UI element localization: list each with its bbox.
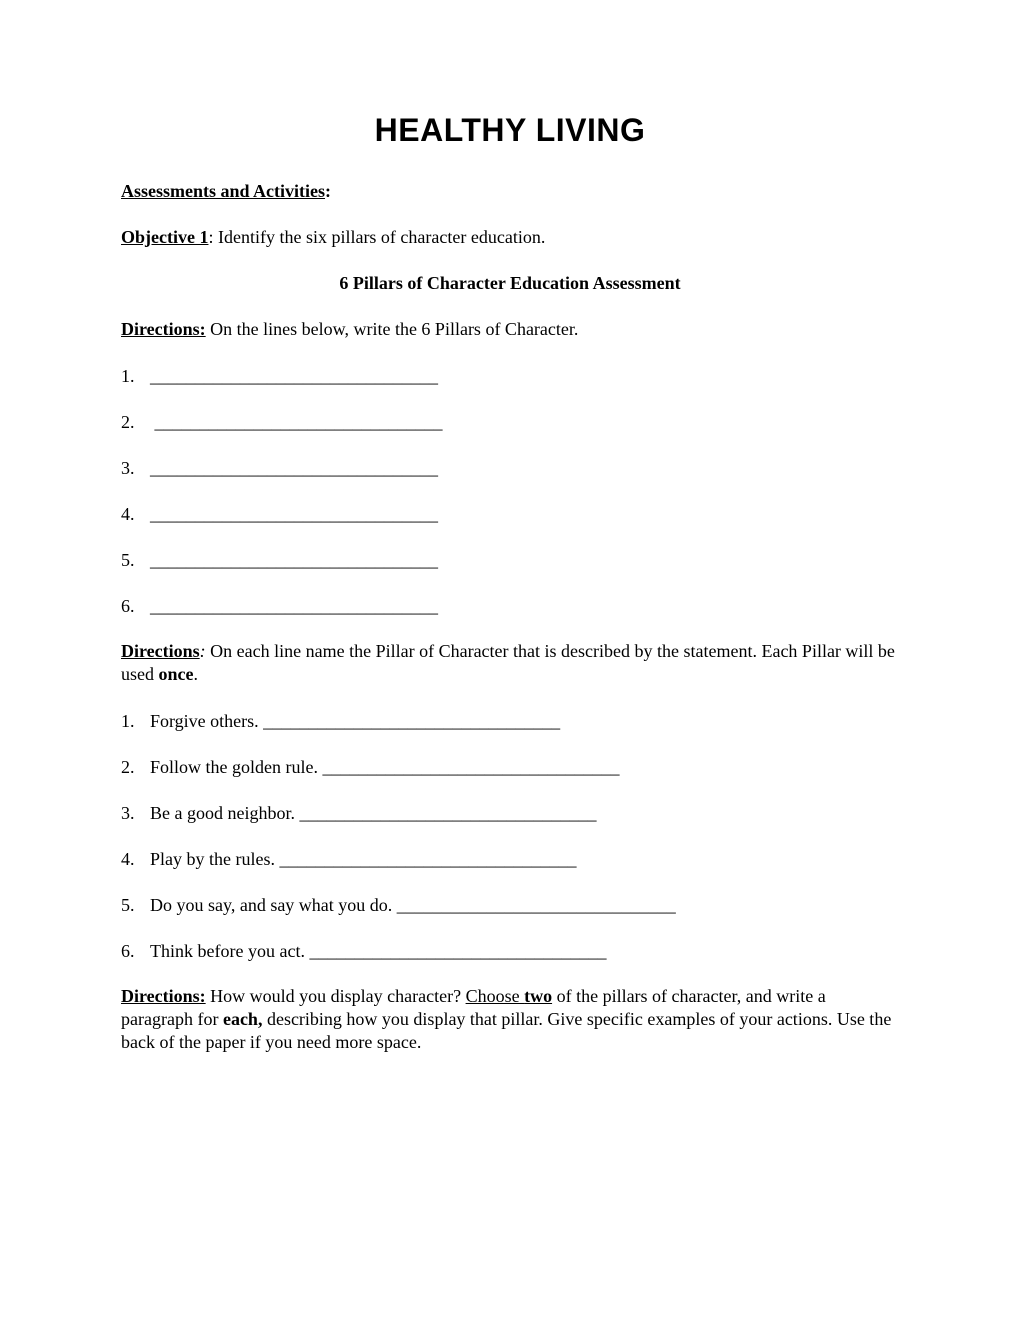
statement-3[interactable] [121,801,596,825]
directions-3-label: Directions: [121,986,206,1006]
section-heading-label: Assessments and Activities [121,181,326,201]
statement-number: 6. [121,941,135,961]
directions-2-end: . [193,664,198,684]
statement-1[interactable] [121,709,560,733]
directions-3-choose: Choose [465,986,525,1006]
statement-text[interactable]: Be a good neighbor. _________________________________ [150,803,597,823]
statement-text[interactable]: Follow the golden rule. _________________________________ [150,757,620,777]
directions-2 [121,640,901,686]
directions-2-bold: once [158,664,194,684]
objective-text: : Identify the six pillars of character education. [208,227,546,247]
blank-item-number: 4. [121,504,135,524]
blank-answer-line[interactable]: ________________________________ [150,412,443,432]
directions-1-text: On the lines below, write the 6 Pillars of Character. [205,319,579,339]
statement-number: 1. [121,711,135,731]
statement-text[interactable]: Play by the rules. _________________________________ [150,849,577,869]
directions-3-each: each, [222,1009,263,1029]
section-heading-colon: : [325,181,332,201]
blank-item-6[interactable] [121,594,438,618]
section-heading [121,179,331,203]
directions-3-text-2: of the pillars of character, and write a paragraph for [121,986,826,1029]
blank-item-number: 6. [121,596,135,616]
statement-number: 2. [121,757,135,777]
statement-4[interactable] [121,847,576,871]
blank-answer-line[interactable]: ________________________________ [150,366,438,386]
directions-1-label: Directions: [121,319,206,339]
blank-item-4[interactable] [121,502,438,526]
statement-text[interactable]: Do you say, and say what you do. _______________________________ [150,895,676,915]
blank-item-number: 3. [121,458,135,478]
blank-item-5[interactable] [121,548,438,572]
statement-text[interactable]: Think before you act. _________________________________ [150,941,607,961]
directions-2-colon: : [199,641,206,661]
directions-2-label: Directions [121,641,200,661]
blank-item-number: 1. [121,366,135,386]
blank-answer-line[interactable]: ________________________________ [150,596,438,616]
statement-number: 4. [121,849,135,869]
directions-3-text-1: How would you display character? [205,986,466,1006]
statement-2[interactable] [121,755,619,779]
statement-number: 5. [121,895,135,915]
blank-item-2[interactable] [121,410,443,434]
statement-5[interactable] [121,893,676,917]
blank-answer-line[interactable]: ________________________________ [150,550,438,570]
blank-item-number: 2. [121,412,135,432]
objective-label: Objective 1 [121,227,209,247]
objective-line [121,225,545,249]
blank-answer-line[interactable]: ________________________________ [150,458,438,478]
directions-2-text: On each line name the Pillar of Character that is described by the statement. Each Pillar will be used [121,641,895,684]
statement-number: 3. [121,803,135,823]
page-title: HEALTHY LIVING [374,112,646,148]
directions-3-two: two [524,986,553,1006]
blank-item-1[interactable] [121,364,438,388]
blank-item-3[interactable] [121,456,438,480]
statement-text[interactable]: Forgive others. _________________________________ [150,711,561,731]
assessment-title: 6 Pillars of Character Education Assessment [339,273,681,293]
directions-3 [121,985,901,1054]
directions-3-text-3: describing how you display that pillar. Give specific examples of your actions. Use the back of the paper if you need more space. [121,1009,892,1052]
directions-1 [121,317,578,341]
blank-answer-line[interactable]: ________________________________ [150,504,438,524]
blank-item-number: 5. [121,550,135,570]
statement-6[interactable] [121,939,606,963]
